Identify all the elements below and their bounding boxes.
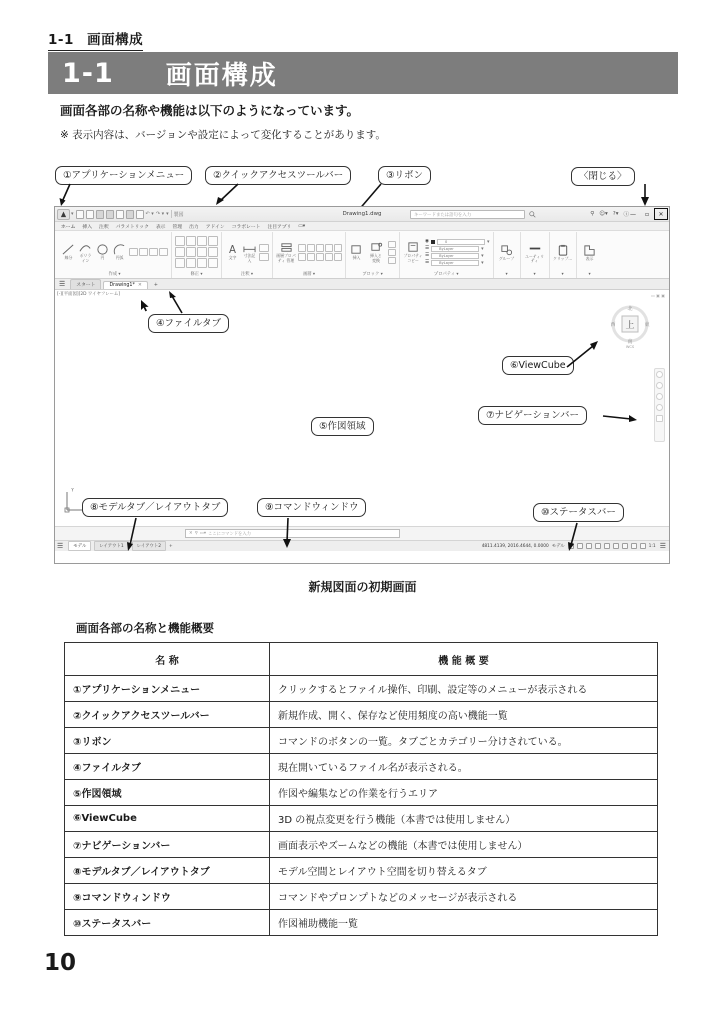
layer-match-icon[interactable] <box>334 244 342 252</box>
summary-row-desc: コマンドやプロンプトなどのメッセージが表示される <box>270 884 658 910</box>
layer-off-icon[interactable] <box>298 244 306 252</box>
table-row <box>65 832 658 858</box>
file-tab-menu-icon[interactable]: ☰ <box>59 280 66 288</box>
workspace-label: 製図 <box>173 211 184 218</box>
window-controls[interactable] <box>626 208 668 220</box>
draw-more-2-icon[interactable] <box>149 248 158 256</box>
navigation-bar[interactable] <box>654 368 665 442</box>
ribbon-panel-block-tools <box>349 232 396 271</box>
color-combo-caret-icon[interactable]: ▾ <box>481 245 484 252</box>
tool-dimension[interactable] <box>242 241 257 263</box>
tool-view-label: 表示 <box>585 255 594 261</box>
ribbon-panel-view-tools <box>580 232 600 272</box>
summary-table-header-row <box>65 643 658 676</box>
ribbon-panel-view-label[interactable]: ▾ <box>588 272 591 277</box>
svg-text:東: 東 <box>644 322 650 328</box>
block-sync-icon[interactable] <box>388 257 396 264</box>
table-row <box>65 858 658 884</box>
ribbon-panel-annotation <box>222 232 273 278</box>
summary-row-name: ⑨コマンドウィンドウ <box>65 884 270 910</box>
workspace-switch-icon[interactable] <box>640 543 646 549</box>
summary-row-desc: コマンドのボタンの一覧。タブごとカテゴリー分けされている。 <box>270 728 658 754</box>
layer-thaw-icon[interactable] <box>307 253 315 261</box>
layout1-tab[interactable]: レイアウト1 <box>94 541 128 551</box>
clipboard-icon <box>557 244 569 257</box>
ribbon-panel-properties <box>400 232 494 278</box>
maximize-button[interactable]: ▫ <box>644 210 650 218</box>
tool-insert-block-label: 挿入 <box>352 255 361 261</box>
summary-row-desc: 3D の視点変更を行う機能（本書では使用しません） <box>270 806 658 832</box>
command-close-icon[interactable]: ✕ <box>189 531 193 536</box>
arrow-to-application-menu <box>58 184 82 208</box>
lead-text: 画面各部の名称や機能は以下のようになっています。 <box>60 103 360 118</box>
viewcube-wcs-label[interactable]: WCS <box>625 345 635 349</box>
ribbon-panel-clipboard <box>550 232 577 278</box>
command-placeholder: ここにコマンドを入力 <box>207 531 251 537</box>
summary-row-name: ⑦ナビゲーションバー <box>65 832 270 858</box>
linetype-icon: ☰ <box>425 246 430 251</box>
polar-toggle-icon[interactable] <box>595 543 601 549</box>
svg-text:上: 上 <box>625 321 635 331</box>
arrow-to-viewcube <box>565 340 599 370</box>
tool-text[interactable] <box>225 243 240 260</box>
summary-row-name: ⑤作図領域 <box>65 780 270 806</box>
tool-measure[interactable] <box>524 242 546 264</box>
stretch-icon[interactable] <box>175 258 185 268</box>
ribbon-panel-group <box>494 232 521 278</box>
svg-text:西: 西 <box>610 322 616 328</box>
file-tab-close-icon[interactable]: ✕ <box>137 283 142 288</box>
color-icon: ◉ <box>425 239 430 244</box>
explode-icon[interactable] <box>208 258 218 268</box>
svg-text:南: 南 <box>627 339 633 345</box>
tool-group-label: グループ <box>498 255 515 261</box>
tool-view[interactable] <box>580 244 600 261</box>
tool-polyline[interactable] <box>78 241 93 263</box>
ribbon-tab-annotate[interactable]: 注釈 <box>99 224 109 230</box>
ribbon-panel-modify-label[interactable]: 修正 ▾ <box>190 272 203 277</box>
annotation-scale-icon[interactable] <box>631 543 637 549</box>
property-row-color[interactable] <box>425 239 490 245</box>
arrow-to-command-window <box>281 518 295 550</box>
customization-icon[interactable]: ☰ <box>659 541 666 550</box>
layer-delete-icon[interactable] <box>334 253 342 261</box>
section-banner <box>48 52 678 94</box>
summary-row-desc: クリックするとファイル操作、印刷、設定等のメニューが表示される <box>270 676 658 702</box>
tool-polyline-label: ポリライン <box>79 253 92 263</box>
summary-row-name: ①アプリケーションメニュー <box>65 676 270 702</box>
ribbon-panels <box>55 231 669 279</box>
help-search-input[interactable]: キーワードまたは語句を入力 <box>410 210 525 219</box>
tool-match-properties-label: プロパティ コピー <box>403 253 423 263</box>
tool-paste-label: クリップ... <box>552 255 573 261</box>
layout2-tab[interactable]: レイアウト2 <box>132 541 166 551</box>
command-history-icon[interactable]: ▭▾ <box>199 531 206 536</box>
tool-arc[interactable] <box>112 243 127 260</box>
ribbon-tab-manage[interactable]: 管理 <box>172 224 183 230</box>
add-layout-button[interactable]: + <box>169 543 173 549</box>
tool-dimension-label: 寸法記入 <box>243 253 256 263</box>
tool-line-label: 線分 <box>64 255 73 261</box>
offset-icon[interactable] <box>197 258 207 268</box>
array-icon[interactable] <box>208 247 218 257</box>
document-name: Drawing1.dwg <box>342 211 382 217</box>
help-icon[interactable]: ?▾ <box>612 211 619 217</box>
ribbon-tab-view[interactable]: 表示 <box>155 224 166 230</box>
table-row <box>65 780 658 806</box>
file-tab-bar[interactable] <box>55 279 669 290</box>
lineweight-icon: ☰ <box>425 253 430 258</box>
leader-icon[interactable] <box>259 244 269 252</box>
ribbon-panel-draw <box>58 232 172 278</box>
status-menu-icon[interactable]: ☰ <box>57 541 64 550</box>
summary-table-title: 画面各部の名称と機能概要 <box>76 621 214 635</box>
summary-row-name: ⑧モデルタブ／レイアウトタブ <box>65 858 270 884</box>
property-rows <box>425 239 490 266</box>
callout-model-layout-tabs: ⑧モデルタブ／レイアウトタブ <box>82 498 228 517</box>
summary-header-desc: 機 能 概 要 <box>270 643 658 676</box>
redo-icon[interactable]: ↷ ▾ <box>155 211 165 217</box>
table-row <box>65 728 658 754</box>
callout-status-bar: ⑩ステータスバー <box>533 503 624 522</box>
callout-quick-access-toolbar: ②クイックアクセスツールバー <box>205 166 351 185</box>
ribbon-panel-annotation-label[interactable]: 注釈 ▾ <box>240 272 254 277</box>
tool-block-edit[interactable] <box>366 241 386 263</box>
ribbon-panel-modify-tools <box>175 232 218 271</box>
file-tab-start[interactable]: スタート <box>70 279 101 289</box>
ribbon-panel-modify <box>172 232 222 278</box>
ribbon-panel-layer-tools <box>276 232 342 271</box>
copy-icon[interactable] <box>175 247 185 257</box>
summary-row-name: ②クイックアクセスツールバー <box>65 702 270 728</box>
linetype-combo[interactable]: ByLayer <box>431 253 479 259</box>
summary-row-desc: 作図や編集などの作業を行うエリア <box>270 780 658 806</box>
draw-more-1-icon[interactable] <box>139 248 148 256</box>
layer-freeze-icon[interactable] <box>307 244 315 252</box>
section-title: 画面構成 <box>165 60 278 91</box>
lineweight-combo[interactable]: ByLayer <box>431 260 479 266</box>
block-define-icon[interactable] <box>388 249 396 256</box>
erase-icon[interactable] <box>208 236 218 246</box>
ribbon-tab-insert[interactable]: 挿入 <box>82 224 93 230</box>
modify-tool-grid[interactable] <box>175 236 218 268</box>
file-tab-drawing1-label: Drawing1* <box>109 283 135 288</box>
ribbon-panel-properties-tools <box>403 232 490 271</box>
model-tab[interactable]: モデル <box>68 541 91 551</box>
draw-minitools[interactable] <box>129 248 168 256</box>
tool-layer-properties[interactable] <box>276 241 296 263</box>
summary-row-name: ⑩ステータスバー <box>65 910 270 936</box>
ribbon-panel-utilities-tools <box>524 232 546 272</box>
tool-measure-label: ユーティリティ <box>524 253 545 263</box>
tool-block-edit-label: 挿入と 変換 <box>370 253 382 263</box>
tool-match-properties[interactable] <box>403 241 423 263</box>
layer-lock-icon[interactable] <box>316 244 324 252</box>
figure-caption: 新規図面の初期画面 <box>308 580 417 594</box>
ribbon-panel-layer-label[interactable]: 画層 ▾ <box>302 272 316 277</box>
callout-drawing-area: ⑤作図領域 <box>311 417 374 436</box>
mirror-icon[interactable] <box>186 247 196 257</box>
tool-arc-label: 円弧 <box>115 255 124 261</box>
app-menu-caret-icon: ▾ <box>71 211 74 217</box>
ribbon-panel-clipboard-tools <box>553 232 573 272</box>
ribbon-tab-parametric[interactable]: パラメトリック <box>115 224 149 230</box>
view-icon <box>583 244 596 257</box>
draw-more-3-icon[interactable] <box>159 248 168 256</box>
property-row-transparency[interactable] <box>425 260 490 266</box>
table-row <box>65 806 658 832</box>
measure-icon <box>528 242 542 255</box>
layer-unlock-icon[interactable] <box>316 253 324 261</box>
property-row-linetype[interactable] <box>425 246 490 252</box>
summary-row-desc: 現在開いているファイル名が表示される。 <box>270 754 658 780</box>
ribbon-panel-clipboard-label[interactable]: ▾ <box>561 272 564 277</box>
pan-icon[interactable] <box>656 382 663 389</box>
block-minitools[interactable] <box>388 241 396 264</box>
table-row <box>65 702 658 728</box>
account-icon[interactable]: ☺▾ <box>599 211 608 217</box>
annotation-scale-value[interactable]: 1:1 <box>648 543 656 549</box>
table-icon[interactable] <box>259 253 269 261</box>
table-row <box>65 754 658 780</box>
color-swatch <box>431 240 435 244</box>
section-number: 1-1 <box>62 57 114 89</box>
otrack-toggle-icon[interactable] <box>613 543 619 549</box>
ribbon-panel-view <box>577 232 603 278</box>
ribbon-panel-properties-label[interactable]: プロパティ ▾ <box>433 272 459 277</box>
ortho-toggle-icon[interactable] <box>586 543 592 549</box>
status-space-label[interactable]: モデル <box>551 544 565 549</box>
callout-viewcube: ⑥ViewCube <box>502 356 574 375</box>
linetype-combo-caret-icon[interactable]: ▾ <box>481 252 484 259</box>
layer-combo[interactable]: 0 <box>437 239 485 245</box>
note-text: ※ 表示内容は、バージョンや設定によって変化することがあります。 <box>60 129 386 141</box>
callout-command-window: ⑨コマンドウィンドウ <box>257 498 366 517</box>
zoom-icon[interactable] <box>656 393 663 400</box>
coordinate-display[interactable]: 4811.4139, 2016.4644, 0.0000 <box>481 543 549 549</box>
layer-on-icon[interactable] <box>298 253 306 261</box>
arrow-to-status-bar <box>566 523 582 553</box>
ribbon-panel-annotation-tools <box>225 232 269 271</box>
ribbon-panel-block-label[interactable]: ブロック ▾ <box>362 272 383 277</box>
fillet-icon[interactable] <box>197 247 207 257</box>
tool-insert-block[interactable] <box>349 243 364 260</box>
summary-table <box>64 642 658 936</box>
color-combo[interactable]: ByLayer <box>431 246 479 252</box>
rotate-icon[interactable] <box>186 236 196 246</box>
table-row <box>65 676 658 702</box>
running-head-number: 1-1 <box>48 32 74 48</box>
orbit-icon[interactable] <box>656 404 663 411</box>
property-row-lineweight[interactable] <box>425 253 490 259</box>
command-help-icon[interactable]: ⚲ <box>194 531 198 536</box>
ribbon-tab-output[interactable]: 出力 <box>189 224 199 230</box>
annotation-minitools[interactable] <box>259 244 269 261</box>
running-head <box>48 28 143 51</box>
svg-text:Y: Y <box>71 488 75 494</box>
summary-row-desc: 画面表示やズームなどの機能（本書では使用しません） <box>270 832 658 858</box>
tool-circle-label: 円 <box>100 255 105 261</box>
trim-icon[interactable] <box>197 236 207 246</box>
search-icon[interactable] <box>529 211 536 220</box>
viewcube[interactable] <box>607 300 653 349</box>
summary-row-desc: 新規作成、開く、保存など使用頻度の高い機能一覧 <box>270 702 658 728</box>
page-number: 10 <box>44 950 77 976</box>
minimize-button[interactable]: — <box>630 210 636 218</box>
ribbon-tab-home[interactable]: ホーム <box>61 224 76 230</box>
arrow-to-file-tab <box>168 291 186 315</box>
transparency-icon: ☰ <box>425 260 430 265</box>
notification-icon[interactable]: ⓘ <box>623 212 629 218</box>
viewport-label[interactable]: [-][平面図][2D ワイヤフレーム] <box>57 292 121 297</box>
ribbon-panel-utilities <box>521 232 550 278</box>
lineweight-toggle-icon[interactable] <box>622 543 628 549</box>
qat-overflow-caret-icon[interactable]: ▾ <box>166 211 169 217</box>
ribbon-panel-group-tools <box>497 232 517 272</box>
autodesk-store-icon[interactable]: ⚲ <box>590 211 595 217</box>
ribbon-overflow-caret-icon[interactable]: ▭▾ <box>298 223 306 229</box>
summary-row-name: ④ファイルタブ <box>65 754 270 780</box>
summary-row-desc: モデル空間とレイアウト空間を切り替えるタブ <box>270 858 658 884</box>
scale-icon[interactable] <box>186 258 196 268</box>
osnap-toggle-icon[interactable] <box>604 543 610 549</box>
arrow-to-navigation-bar <box>603 410 639 424</box>
tool-layer-properties-label: 画層プロパティ 管理 <box>276 253 296 263</box>
title-bar-right-tools <box>590 210 629 218</box>
callout-navigation-bar: ⑦ナビゲーションバー <box>478 406 587 425</box>
ribbon-tab-strip[interactable] <box>55 222 669 231</box>
layer-combo-caret-icon[interactable]: ▾ <box>487 238 490 245</box>
callout-application-menu: ①アプリケーションメニュー <box>55 166 192 185</box>
undo-icon[interactable]: ↶ ▾ <box>145 211 154 217</box>
callout-close-button: 〈閉じる〉 <box>571 167 635 186</box>
svg-text:A: A <box>229 245 236 257</box>
move-icon[interactable] <box>175 236 185 246</box>
arrow-to-quick-access-toolbar <box>212 184 242 208</box>
tool-text-label: 文字 <box>228 255 237 261</box>
layer-merge-icon[interactable] <box>325 253 333 261</box>
summary-row-name: ⑥ViewCube <box>65 806 270 832</box>
close-button[interactable]: ✕ <box>654 208 668 220</box>
svg-text:北: 北 <box>627 306 633 312</box>
layer-isolate-icon[interactable] <box>325 244 333 252</box>
tool-circle[interactable] <box>95 243 110 260</box>
lineweight-combo-caret-icon[interactable]: ▾ <box>481 259 484 266</box>
ribbon-tab-collaborate[interactable]: コラボレート <box>231 224 261 230</box>
rectangle-icon[interactable] <box>129 248 138 256</box>
new-file-tab-button[interactable]: + <box>153 283 158 288</box>
acad-title-bar <box>55 207 669 222</box>
group-icon <box>500 244 513 257</box>
ribbon-panel-group-label[interactable]: ▾ <box>505 272 508 277</box>
viewport-controls[interactable]: ▭ ▣ ▣ <box>651 293 665 298</box>
callout-ribbon: ③リボン <box>378 166 431 185</box>
ribbon-panel-draw-label[interactable]: 作成 ▾ <box>108 272 121 277</box>
summary-row-desc: 作図補助機能一覧 <box>270 910 658 936</box>
ribbon-panel-utilities-label[interactable]: ▾ <box>533 272 536 277</box>
summary-row-name: ③リボン <box>65 728 270 754</box>
ribbon-tab-addins[interactable]: アドイン <box>205 224 225 230</box>
callout-file-tab: ④ファイルタブ <box>148 314 229 333</box>
file-tab-drawing1[interactable] <box>103 281 147 289</box>
ribbon-panel-layer <box>273 232 346 278</box>
table-row <box>65 884 658 910</box>
tool-paste[interactable] <box>553 244 573 261</box>
table-row <box>65 910 658 936</box>
tool-group[interactable] <box>497 244 517 261</box>
arrow-to-close-button <box>637 184 653 208</box>
steering-wheel-icon[interactable] <box>656 371 663 378</box>
mouse-cursor-icon <box>141 300 150 314</box>
ribbon-panel-block <box>346 232 400 278</box>
running-head-title: 画面構成 <box>87 32 144 48</box>
summary-header-name: 名 称 <box>65 643 270 676</box>
arrow-to-model-layout-tabs <box>126 518 142 552</box>
showmotion-icon[interactable] <box>656 415 663 422</box>
layer-minitools[interactable] <box>298 244 342 261</box>
tool-line[interactable] <box>61 243 76 260</box>
ribbon-panel-draw-tools <box>61 232 168 271</box>
block-attribute-icon[interactable] <box>388 241 396 248</box>
ribbon-tab-featured-apps[interactable]: 注目アプリ <box>267 224 292 230</box>
